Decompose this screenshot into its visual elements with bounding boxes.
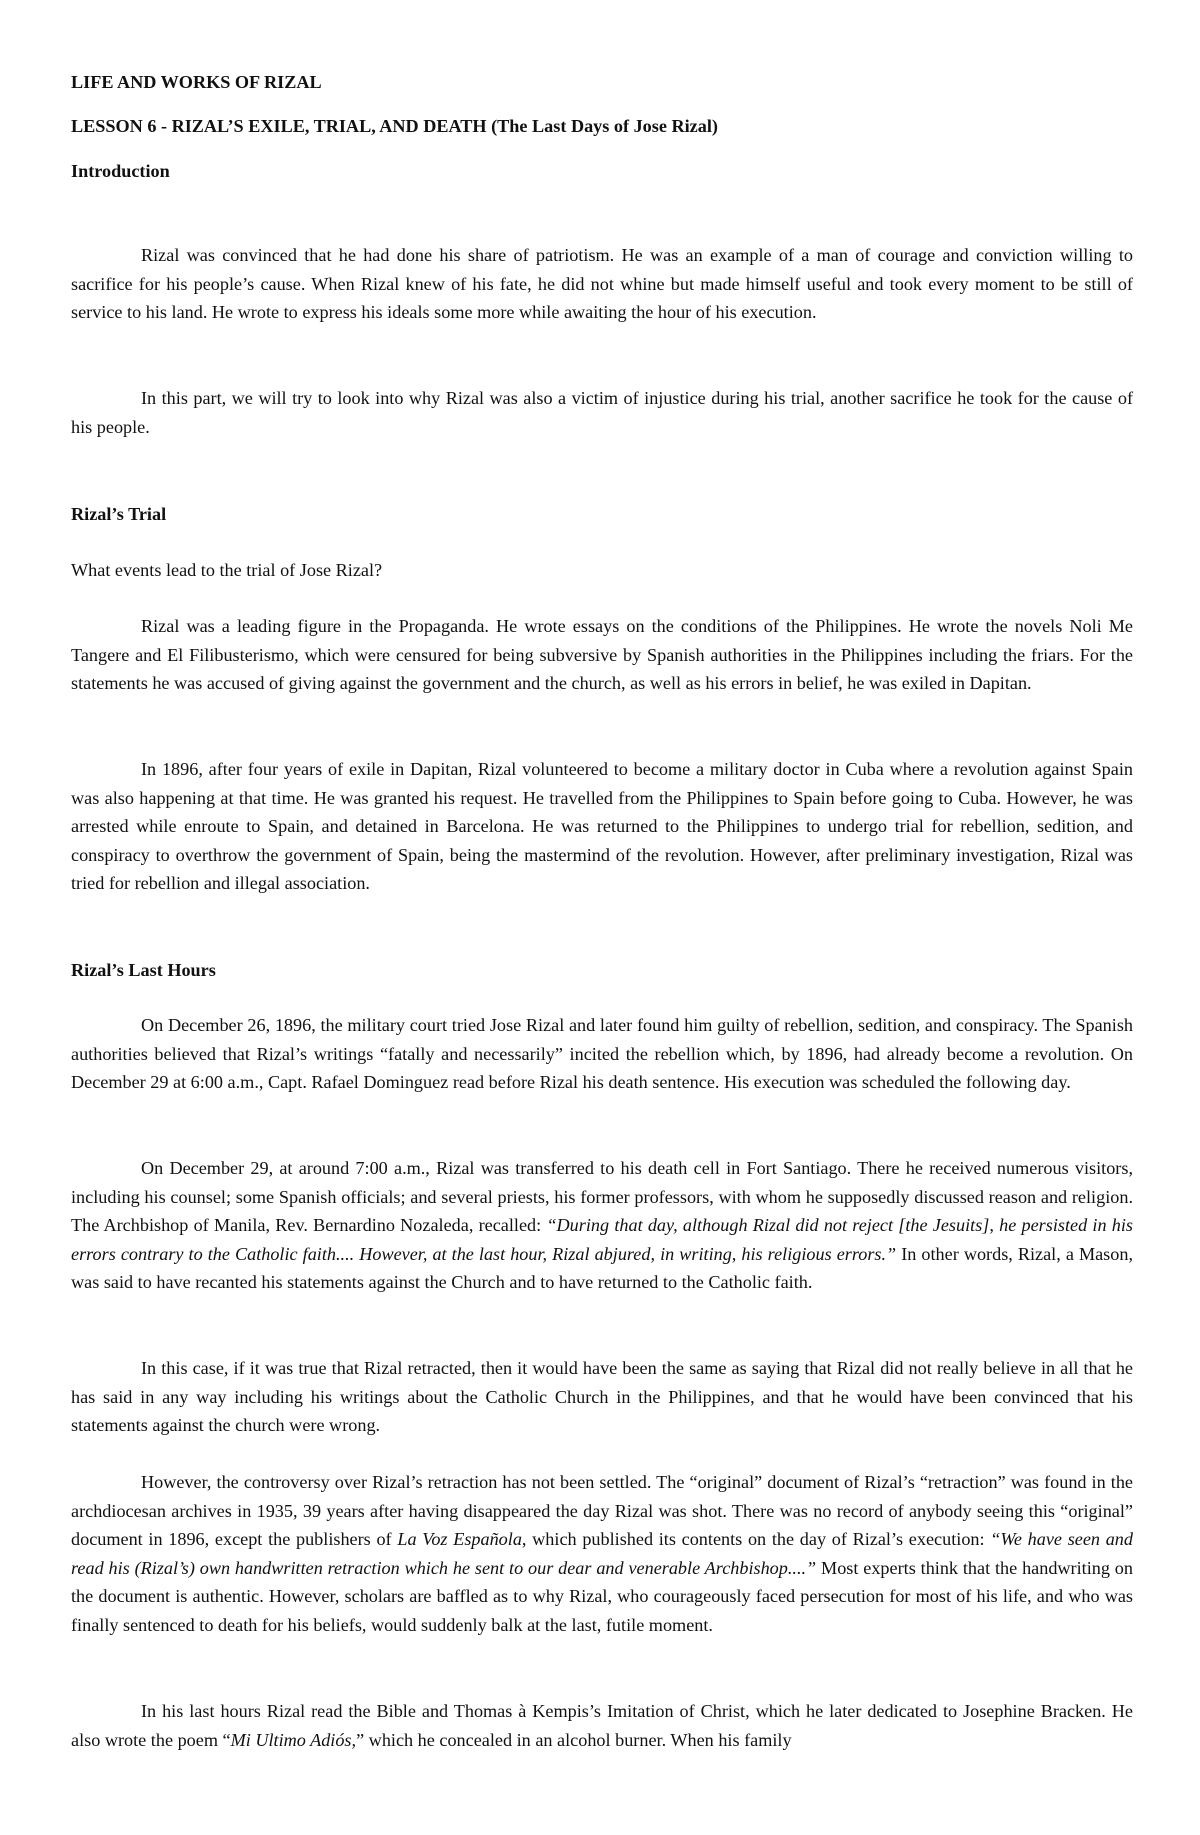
course-title: LIFE AND WORKS OF RIZAL xyxy=(71,72,322,92)
trial-heading: Rizal’s Trial xyxy=(71,504,167,524)
last-hours-paragraph-5 xyxy=(71,1697,1133,1754)
trial-question: What events lead to the trial of Jose Rizal? xyxy=(71,560,383,580)
last-hours-paragraph-2 xyxy=(71,1154,1133,1297)
last-hours-paragraph-1: On December 26, 1896, the military court tried Jose Rizal and later found him guilty of rebellion, sedition, and conspiracy. The Spanish authorities believed that Rizal’s writings “fatally and necessarily” incited the rebellion which, by 1896, had already become a revolution. On December 29 at 6:00 a.m., Capt. Rafael Dominguez read before Rizal his death sentence. His execution was scheduled the following day. xyxy=(71,1015,1133,1092)
paragraph-5-text-start: In his last hours Rizal read the Bible and Thomas à Kempis’s Imitation of Christ, which he later dedicated to Josephine Bracken. He also wrote the poem “ xyxy=(71,1701,1133,1750)
last-hours-heading: Rizal’s Last Hours xyxy=(71,960,216,980)
paragraph-4-text-start: However, the controversy over Rizal’s retraction has not been settled. The “original” document of Rizal’s “retraction” was found in the archdiocesan archives in 1935, 39 years after having disappeared the day Rizal was shot. There was no record of anybody seeing this “original” document in 1896, except the publishers of xyxy=(71,1472,1133,1549)
paragraph-4-text-mid: , which published its contents on the day of Rizal’s execution: xyxy=(521,1529,991,1549)
newspaper-name: La Voz Española xyxy=(397,1529,522,1549)
introduction-paragraph-2: In this part, we will try to look into why Rizal was also a victim of injustice during his trial, another sacrifice he took for the cause of his people. xyxy=(71,388,1133,437)
paragraph-2-text-end: In other words, Rizal, a Mason, was said to have recanted his statements against the Church and to have returned to the Catholic faith. xyxy=(71,1243,1133,1292)
lesson-title: LESSON 6 - RIZAL’S EXILE, TRIAL, AND DEATH (The Last Days of Jose Rizal) xyxy=(71,116,718,136)
archbishop-quote: “During that day, although Rizal did not reject [the Jesuits], he persisted in his errors contrary to the Catholic faith.... However, at the last hour, Rizal abjured, in writing, his religious errors.” xyxy=(71,1215,1134,1264)
introduction-paragraph-1: Rizal was convinced that he had done his share of patriotism. He was an example of a man of courage and conviction willing to sacrifice for his people’s cause. When Rizal knew of his fate, he did not whine but made himself useful and took every moment to be still of service to his land. He wrote to express his ideals some more while awaiting the hour of his execution. xyxy=(71,245,1133,322)
trial-paragraph-2: In 1896, after four years of exile in Dapitan, Rizal volunteered to become a military doctor in Cuba where a revolution against Spain was also happening at that time. He was granted his request. He travelled from the Philippines to Spain before going to Cuba. However, he was arrested while enroute to Spain, and detained in Barcelona. He was returned to the Philippines to undergo trial for rebellion, sedition, and conspiracy to overthrow the government of Spain, being the mastermind of the revolution. However, after preliminary investigation, Rizal was tried for rebellion and illegal association. xyxy=(71,759,1133,893)
newspaper-quote: “We have seen and read his (Rizal’s) own handwritten retraction which he sent to our dear and venerable Archbishop....” xyxy=(71,1529,1133,1578)
trial-paragraph-1: Rizal was a leading figure in the Propaganda. He wrote essays on the conditions of the Philippines. He wrote the novels Noli Me Tangere and El Filibusterismo, which were censured for being subversive by Spanish authorities in the Philippines including the friars. For the statements he was accused of giving against the government and the church, as well as his errors in belief, he was exiled in Dapitan. xyxy=(71,616,1133,693)
paragraph-2-text-start: On December 29, at around 7:00 a.m., Rizal was transferred to his death cell in Fort Santiago. There he received numerous visitors, including his counsel; some Spanish officials; and several priests, his former professors, with whom he supposedly discussed reason and religion. The Archbishop of Manila, Rev. Bernardino Nozaleda, recalled: xyxy=(71,1158,1133,1235)
paragraph-4-text-end: Most experts think that the handwriting on the document is authentic. However, scholars are baffled as to why Rizal, who courageously faced persecution for most of his life, and who was finally sentenced to death for his beliefs, would suddenly balk at the last, futile moment. xyxy=(71,1557,1133,1635)
last-hours-paragraph-4 xyxy=(71,1468,1133,1639)
last-hours-paragraph-3: In this case, if it was true that Rizal retracted, then it would have been the same as saying that Rizal did not really believe in all that he has said in any way including his writings about the Catholic Church in the Philippines, and that he would have been convinced that his statements against the church were wrong. xyxy=(71,1358,1133,1435)
introduction-heading: Introduction xyxy=(71,161,170,181)
poem-title: Mi Ultimo Adiós, xyxy=(230,1729,357,1750)
paragraph-5-text-end: ” which he concealed in an alcohol burner. When his family xyxy=(356,1729,792,1750)
